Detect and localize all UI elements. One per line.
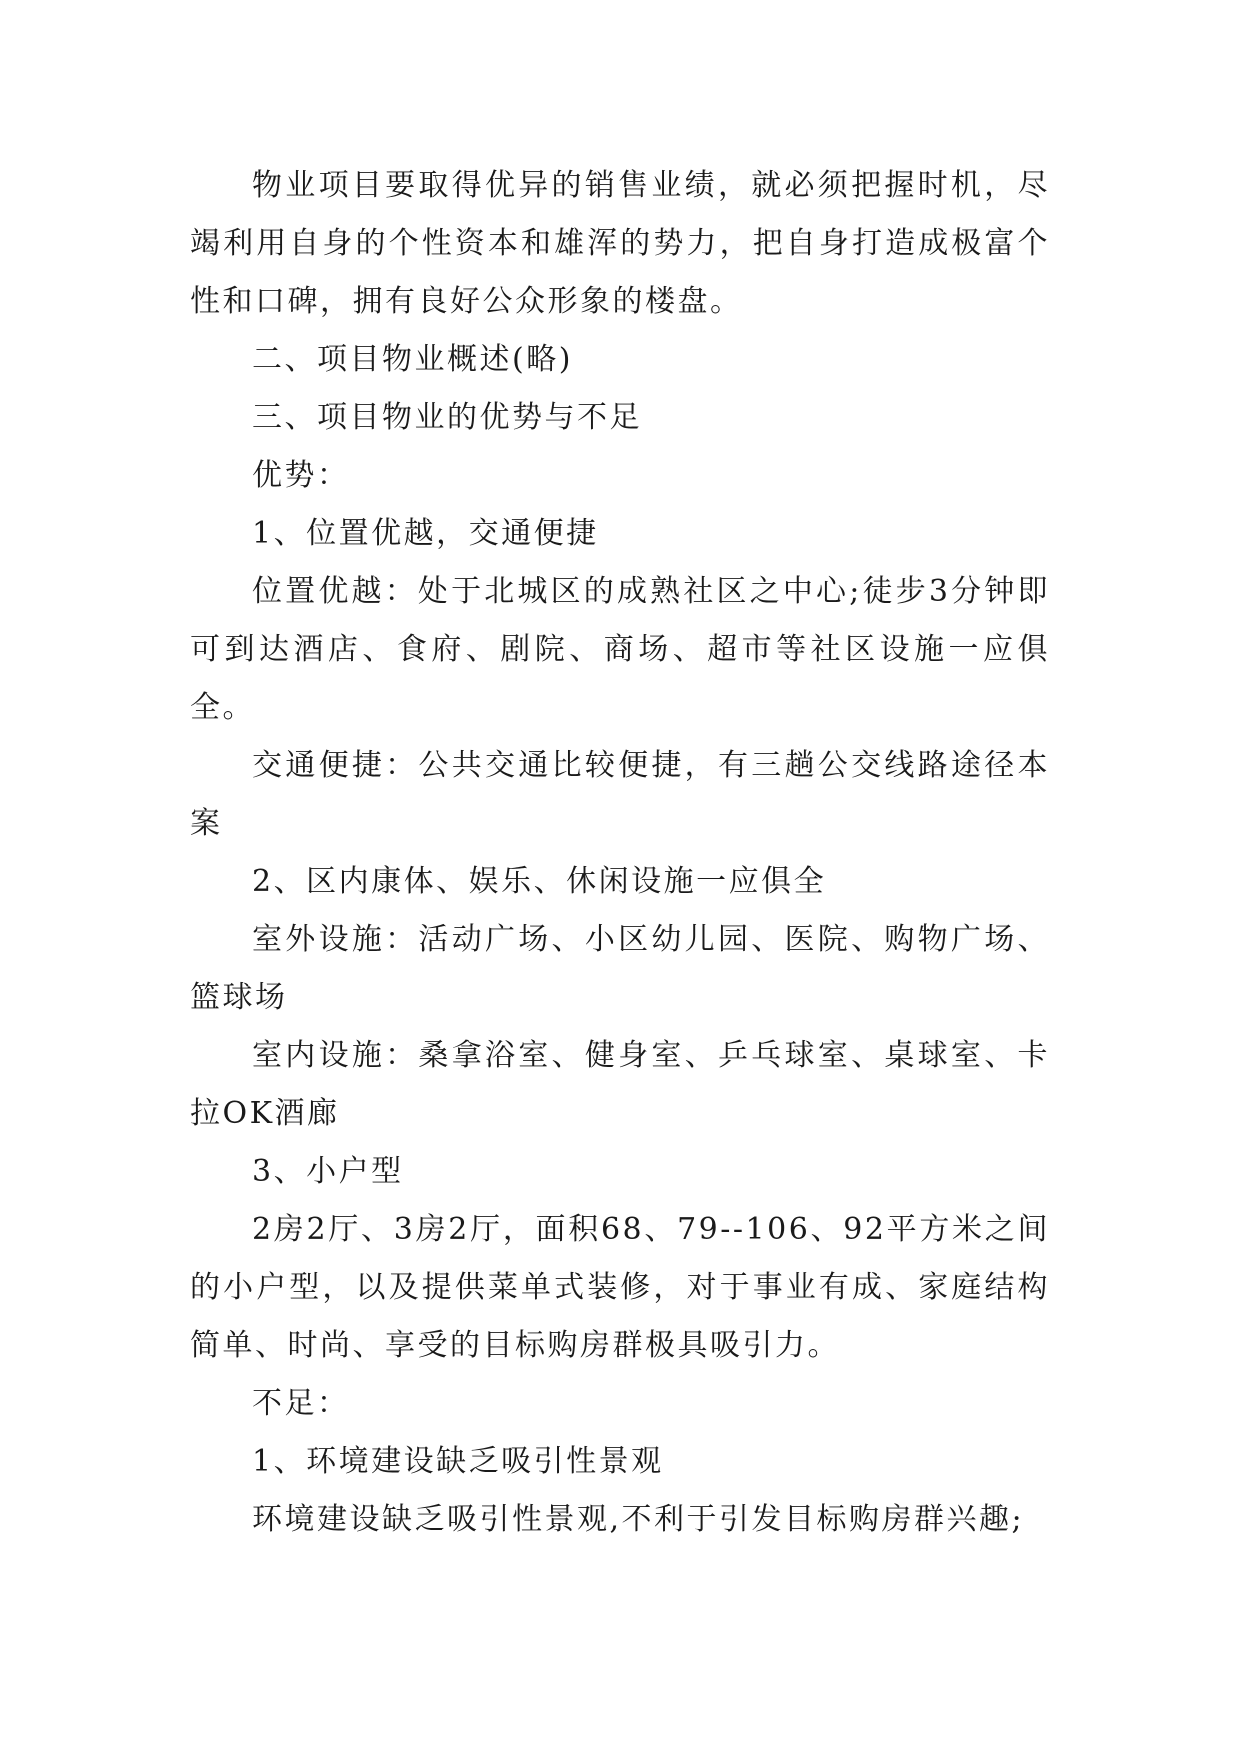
paragraph-outdoor-facilities: 室外设施：活动广场、小区幼儿园、医院、购物广场、篮球场	[190, 922, 1050, 1015]
paragraph-environment: 环境建设缺乏吸引性景观,不利于引发目标购房群兴趣;	[252, 1502, 1025, 1537]
paragraph-indoor-facilities: 室内设施：桑拿浴室、健身室、乒乓球室、桌球室、卡拉OK酒廊	[190, 1038, 1050, 1131]
paragraph-location: 位置优越：处于北城区的成熟社区之中心;徒步3分钟即可到达酒店、食府、剧院、商场、超市等社区设施一应俱全。	[190, 574, 1050, 725]
heading-shortcomings: 不足：	[252, 1386, 350, 1421]
document-body	[190, 157, 1050, 1549]
heading-advantage-1: 1、位置优越，交通便捷	[252, 516, 599, 551]
heading-advantage-2: 2、区内康体、娱乐、休闲设施一应俱全	[252, 864, 827, 899]
paragraph-intro: 物业项目要取得优异的销售业绩，就必须把握时机，尽竭利用自身的个性资本和雄浑的势力，把自身打造成极富个性和口碑，拥有良好公众形象的楼盘。	[190, 168, 1050, 319]
paragraph-unit-types: 2房2厅、3房2厅，面积68、79--106、92平方米之间的小户型，以及提供菜单式装修，对于事业有成、家庭结构简单、时尚、享受的目标购房群极具吸引力。	[190, 1212, 1050, 1363]
heading-section-3: 三、项目物业的优势与不足	[252, 400, 642, 435]
heading-advantages: 优势：	[252, 458, 350, 493]
heading-section-2: 二、项目物业概述(略)	[252, 342, 573, 377]
paragraph-transport: 交通便捷：公共交通比较便捷，有三趟公交线路途径本案	[190, 748, 1050, 841]
heading-advantage-3: 3、小户型	[252, 1154, 404, 1189]
heading-shortcoming-1: 1、环境建设缺乏吸引性景观	[252, 1444, 664, 1479]
